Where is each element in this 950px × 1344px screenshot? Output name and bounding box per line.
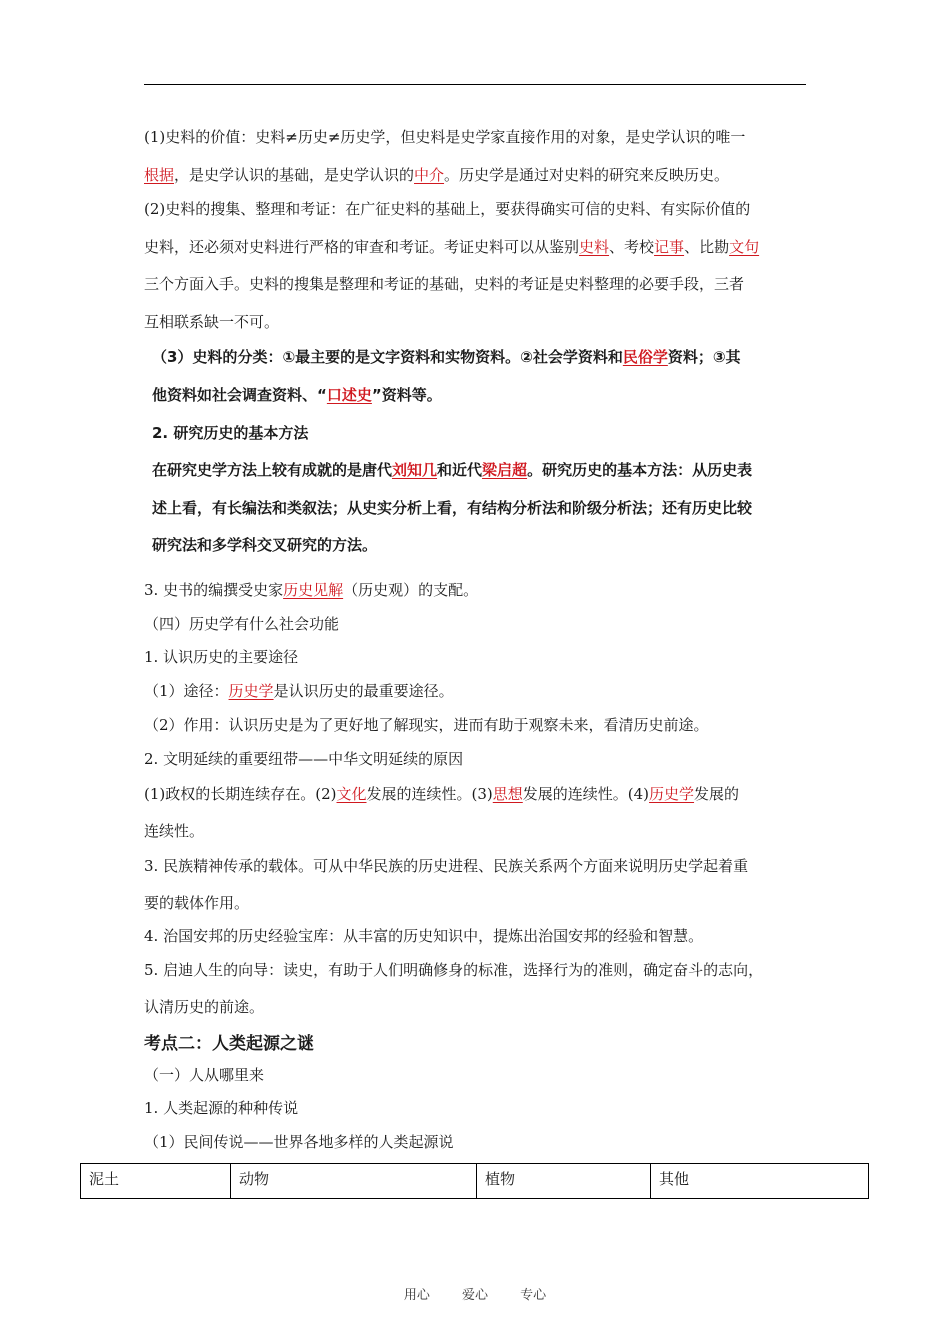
section-2-line-1: 在研究史学方法上较有成就的是唐代刘知几和近代梁启超。研究历史的基本方法：从历史表 [152, 461, 753, 479]
table-cell-zhiwu: 植物 [477, 1164, 651, 1199]
para-3-line-2: 他资料如社会调查资料、“口述史”资料等。 [152, 386, 442, 404]
part-4-item-2-line-1: (1)政权的长期连续存在。(2)文化发展的连续性。(3)思想发展的连续性。(4)历史学发展的 [144, 785, 740, 803]
term-lishijianjie: 历史见解 [283, 581, 344, 599]
part-4-item-4: 4. 治国安邦的历史经验宝库：从丰富的历史知识中，提炼出治国安邦的经验和智慧。 [144, 927, 704, 945]
term-lishixue-1: 历史学 [228, 682, 274, 700]
section-2-line-3: 研究法和多学科交叉研究的方法。 [152, 536, 378, 554]
table-cell-qita: 其他 [651, 1164, 869, 1199]
term-wenju: 文句 [729, 238, 760, 256]
para-1-line-1: (1)史料的价值：史料≠历史≠历史学，但史料是史学家直接作用的对象，是史学认识的唯一 [144, 128, 746, 146]
term-minsuxue: 民俗学 [622, 348, 668, 366]
term-sixiang: 思想 [492, 785, 523, 803]
part-4-item-2: 2. 文明延续的重要纽带——中华文明延续的原因 [144, 750, 464, 768]
part-4-title: （四）历史学有什么社会功能 [144, 615, 340, 633]
origin-legends-table [80, 1163, 869, 1199]
para-2-line-4: 互相联系缺一不可。 [144, 313, 280, 331]
term-lishixue-2: 历史学 [649, 785, 695, 803]
para-2-line-2: 史料，还必须对史料进行严格的审查和考证。考证史料可以从鉴别史料、考校记事、比勘文句 [144, 238, 760, 256]
term-shiliao: 史料 [579, 238, 610, 256]
term-zhongjie: 中介 [414, 166, 445, 184]
para-3-line-1: （3）史料的分类：①最主要的是文字资料和实物资料。②社会学资料和民俗学资料；③其 [152, 348, 741, 366]
kaodian-2-title: 考点二：人类起源之谜 [144, 1034, 314, 1054]
part-4-item-1-1: （1）途径：历史学是认识历史的最重要途径。 [144, 682, 454, 700]
table-header-row [81, 1164, 869, 1199]
kaodian-2-sub-1: （一）人从哪里来 [144, 1066, 265, 1084]
term-wenhua: 文化 [336, 785, 367, 803]
term-liuzhiji: 刘知几 [392, 461, 438, 479]
footer-item: 爱心 [461, 1288, 488, 1303]
term-genju: 根据 [144, 166, 175, 184]
part-4-item-5-line-1: 5. 启迪人生的向导：读史，有助于人们明确修身的标准，选择行为的准则，确定奋斗的志向， [144, 961, 764, 979]
footer-item: 专心 [520, 1288, 547, 1303]
term-liangqichao: 梁启超 [482, 461, 528, 479]
kaodian-2-item-1: 1. 人类起源的种种传说 [144, 1099, 299, 1117]
section-2-line-2: 述上看，有长编法和类叙法；从史实分析上看，有结构分析法和阶级分析法；还有历史比较 [152, 499, 753, 517]
part-4-item-1: 1. 认识历史的主要途径 [144, 648, 299, 666]
part-4-item-3-line-1: 3. 民族精神传承的载体。可从中华民族的历史进程、民族关系两个方面来说明历史学起着重 [144, 857, 749, 875]
term-koushushi: 口述史 [326, 386, 372, 404]
table-cell-nitu: 泥土 [81, 1164, 231, 1199]
part-4-item-5-line-2: 认清历史的前途。 [144, 998, 265, 1016]
section-2-title: 2. 研究历史的基本方法 [152, 424, 309, 442]
part-4-item-1-2: （2）作用：认识历史是为了更好地了解现实，进而有助于观察未来，看清历史前途。 [144, 716, 709, 734]
section-3-line: 3. 史书的编撰受史家历史见解（历史观）的支配。 [144, 581, 479, 599]
table-cell-dongwu: 动物 [231, 1164, 477, 1199]
kaodian-2-item-1-1: （1）民间传说——世界各地多样的人类起源说 [144, 1133, 454, 1151]
page-footer [0, 1284, 950, 1303]
para-2-line-1: (2)史料的搜集、整理和考证：在广征史料的基础上，要获得确实可信的史料、有实际价值的 [144, 200, 751, 218]
header-rule [144, 84, 806, 85]
para-2-line-3: 三个方面入手。史料的搜集是整理和考证的基础，史料的考证是史料整理的必要手段，三者 [144, 275, 745, 293]
part-4-item-2-line-2: 连续性。 [144, 822, 205, 840]
para-1-line-2: 根据，是史学认识的基础，是史学认识的中介。历史学是通过对史料的研究来反映历史。 [144, 166, 730, 184]
footer-item: 用心 [403, 1288, 430, 1303]
part-4-item-3-line-2: 要的载体作用。 [144, 894, 250, 912]
term-jishi: 记事 [654, 238, 685, 256]
